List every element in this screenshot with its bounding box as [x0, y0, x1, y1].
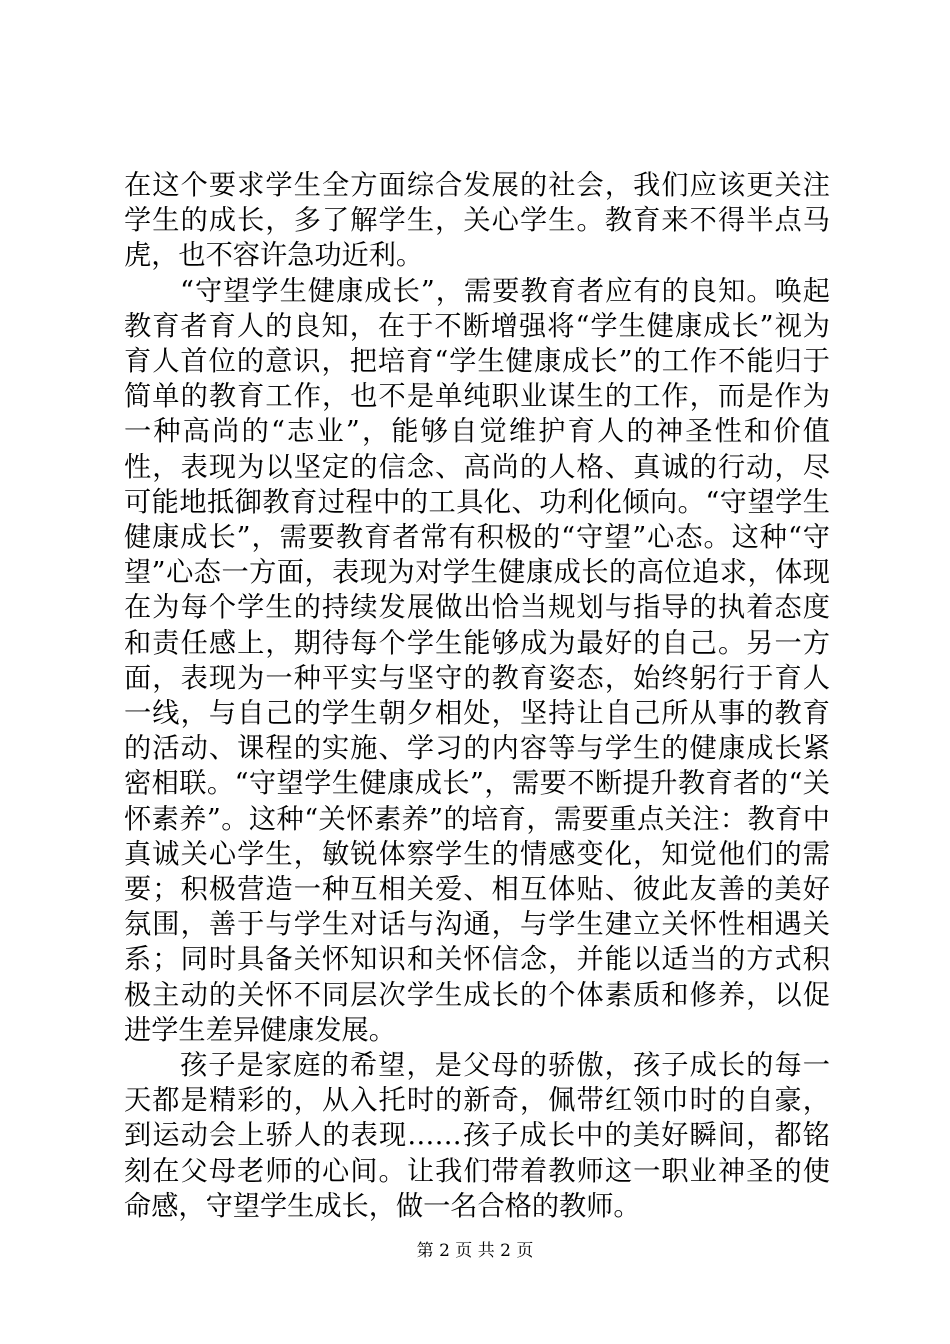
paragraph-2: “守望学生健康成长”，需要教育者应有的良知。唤起教育者育人的良知，在于不断增强将“学生健康成长”视为育人首位的意识，把培育“学生健康成长”的工作不能归于简单的教育工作，也不是单纯职业谋生的工作，而是作为一种高尚的“志业”，能够自觉维护育人的神圣性和价值性，表现为以坚定的信念、高尚的人格、真诚的行动，尽可能地抵御教育过程中的工具化、功利化倾向。“守望学生健康成长”，需要教育者常有积极的“守望”心态。这种“守望”心态一方面，表现为对学生健康成长的高位追求，体现在为每个学生的持续发展做出恰当规划与指导的执着态度和责任感上，期待每个学生能够成为最好的自己。另一方面，表现为一种平实与坚守的教育姿态，始终躬行于育人一线，与自己的学生朝夕相处，坚持让自己所从事的教育的活动、课程的实施、学习的内容等与学生的健康成长紧密相联。“守望学生健康成长”，需要不断提升教育者的“关怀素养”。这种“关怀素养”的培育，需要重点关注：教育中真诚关心学生，敏锐体察学生的情感变化，知觉他们的需要；积极营造一种互相关爱、相互体贴、彼此友善的美好氛围，善于与学生对话与沟通，与学生建立关怀性相遇关系；同时具备关怀知识和关怀信念，并能以适当的方式积极主动的关怀不同层次学生成长的个体素质和修养，以促进学生差异健康发展。: [124, 275, 830, 1046]
paragraph-3: 孩子是家庭的希望，是父母的骄傲，孩子成长的每一天都是精彩的，从入托时的新奇，佩带红领巾时的自豪，到运动会上骄人的表现……孩子成长中的美好瞬间，都铭刻在父母老师的心间。让我们带着教师这一职业神圣的使命感，守望学生成长，做一名合格的教师。: [124, 1050, 830, 1222]
page-footer: 第 2 页 共 2 页: [416, 1241, 534, 1261]
document-body: [124, 168, 830, 1224]
paragraph-1: 在这个要求学生全方面综合发展的社会，我们应该更关注学生的成长，多了解学生，关心学生。教育来不得半点马虎，也不容许急功近利。: [124, 170, 830, 272]
